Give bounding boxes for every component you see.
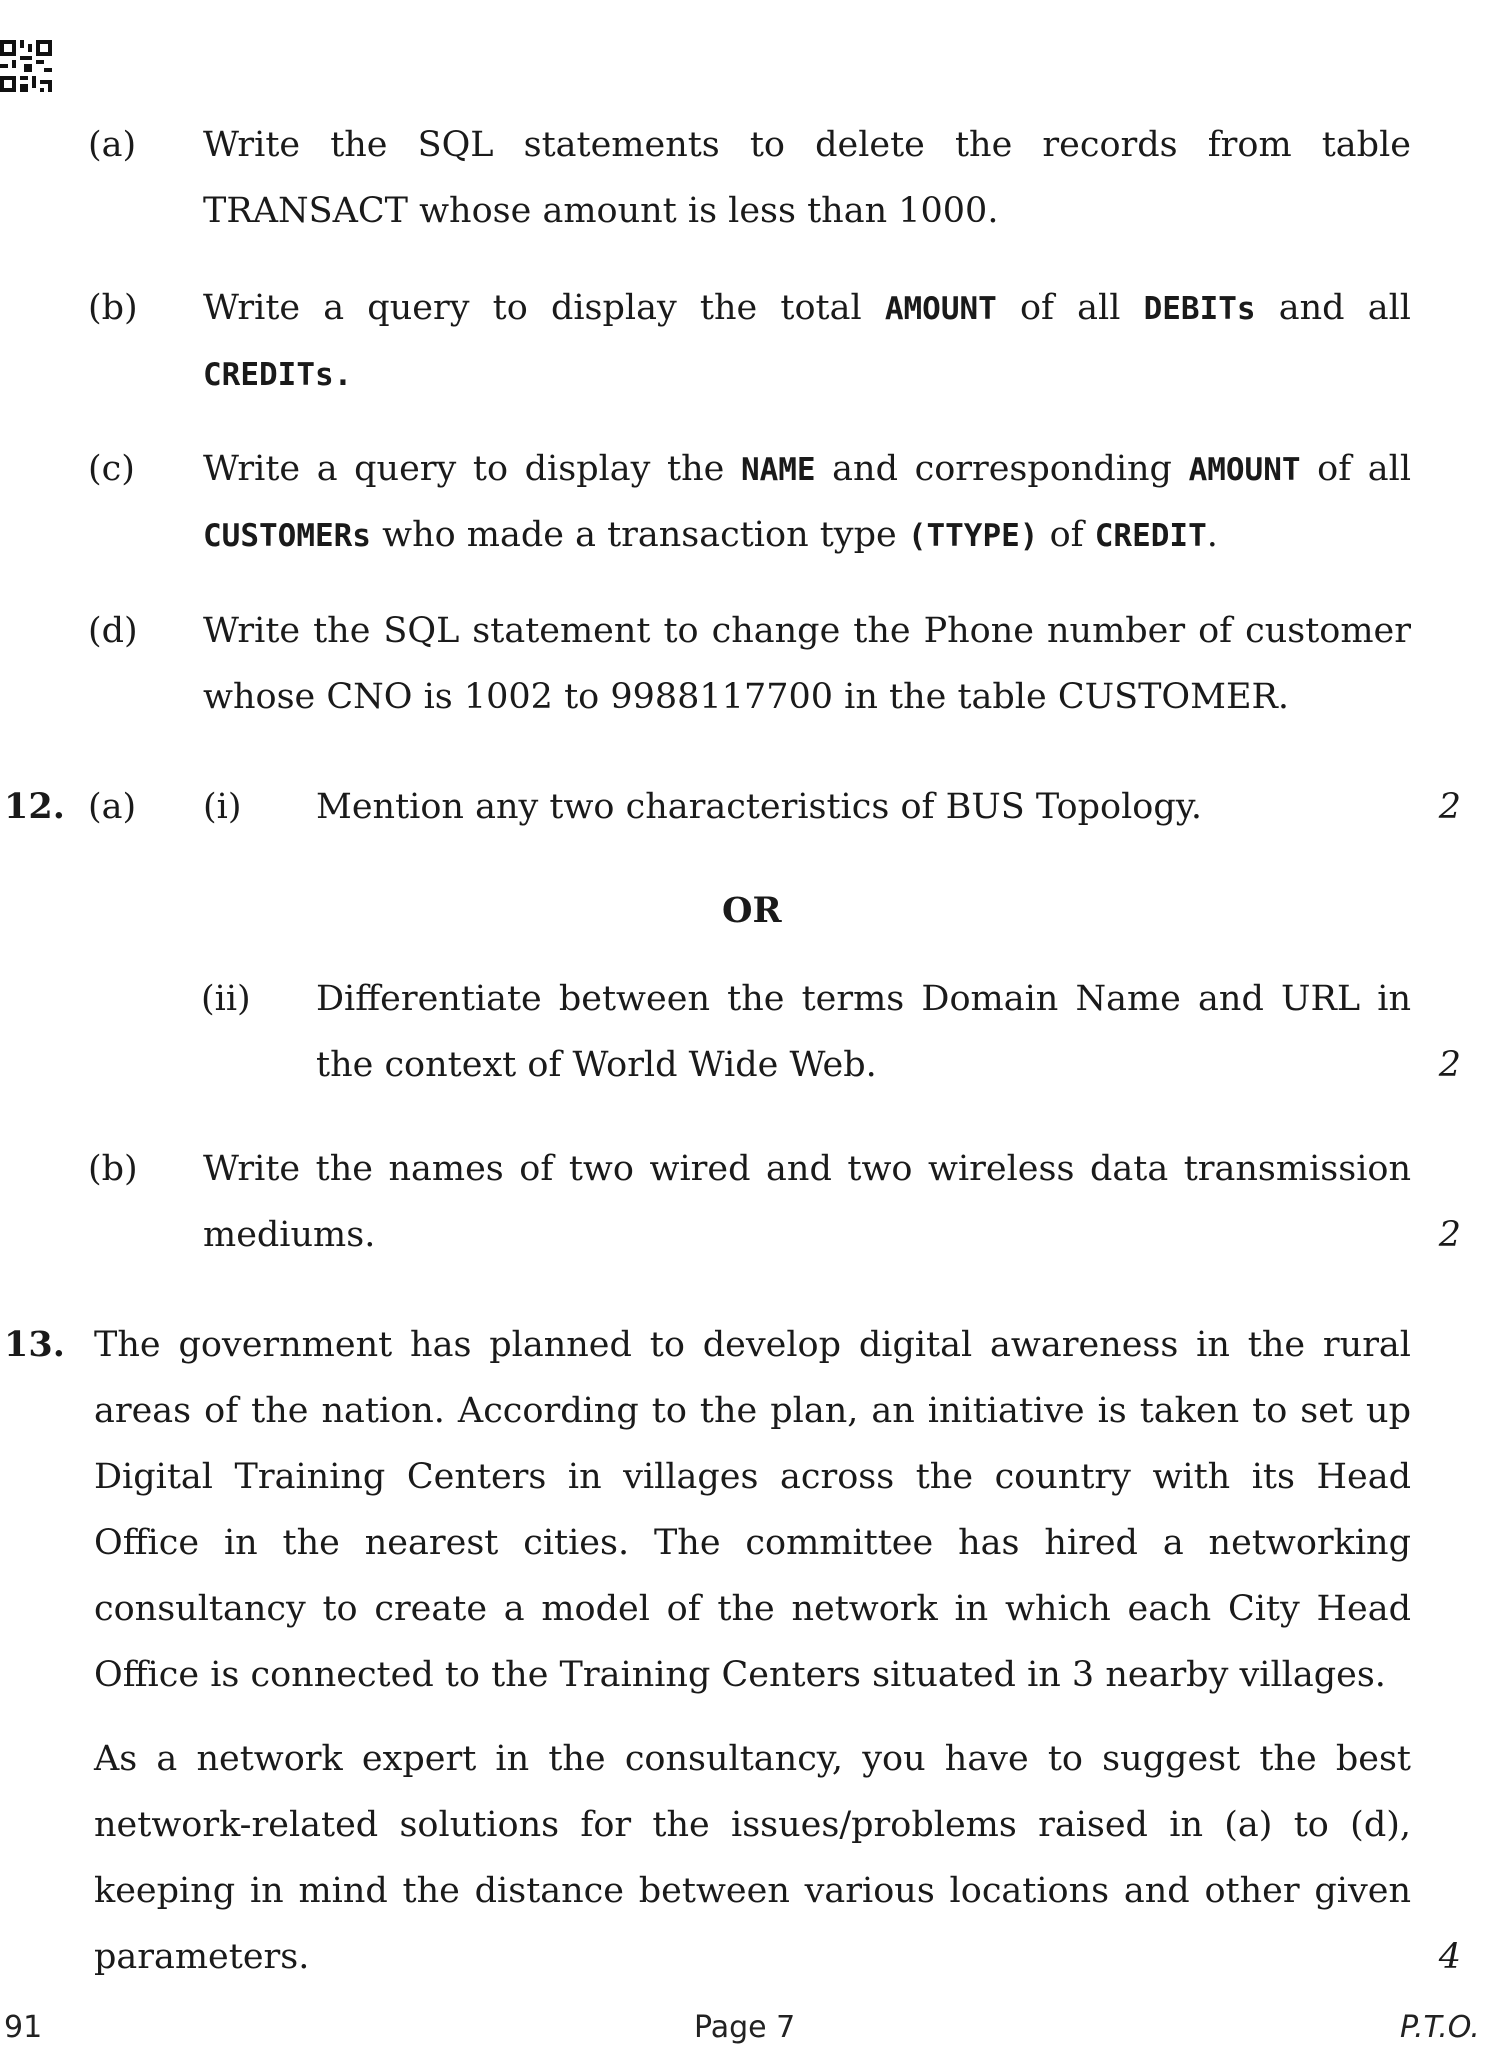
q13-para1-line1: The government has planned to develop digital awareness in the rural	[94, 1325, 1411, 1365]
q13-para1-line5: consultancy to create a model of the network in which each City Head	[94, 1589, 1411, 1629]
q12b-label: (b)	[88, 1149, 138, 1189]
q11c-text-2: and corresponding	[815, 449, 1189, 489]
q11c-text-4: who made a transaction type	[370, 515, 908, 555]
q11b-keyword-credits: CREDITs.	[203, 357, 353, 393]
q11c-keyword-customers: CUSTOMERs	[203, 518, 371, 554]
q11c-label: (c)	[88, 449, 135, 489]
q11a-label: (a)	[88, 125, 137, 165]
q13-number: 13.	[4, 1324, 65, 1365]
q11c-keyword-amount: AMOUNT	[1188, 452, 1301, 488]
q12aii-label: (ii)	[201, 979, 251, 1019]
q12a-label: (a)	[88, 787, 137, 827]
q12b-marks: 2	[1438, 1215, 1461, 1255]
q11d-label: (d)	[88, 611, 138, 651]
q11b-text-2: of all	[996, 288, 1144, 328]
q12b-line1: Write the names of two wired and two wireless data transmission	[203, 1149, 1411, 1189]
q12-number: 12.	[4, 786, 65, 827]
q11b-text-3: and all	[1255, 288, 1411, 328]
q13-marks: 4	[1438, 1937, 1461, 1977]
q13-para1-line4: Office in the nearest cities. The committee has hired a networking	[94, 1523, 1411, 1563]
q11b-keyword-debits: DEBITs	[1143, 291, 1256, 327]
q13-para2-line2: network-related solutions for the issues/problems raised in (a) to (d),	[94, 1805, 1411, 1845]
q11c-keyword-name: NAME	[740, 452, 816, 488]
q11b-line1	[203, 285, 1411, 332]
q11c-keyword-ttype: (TTYPE)	[907, 518, 1039, 554]
q12aii-line2: the context of World Wide Web.	[316, 1045, 877, 1085]
q11a-line2: TRANSACT whose amount is less than 1000.	[203, 191, 999, 231]
qr-code-icon	[0, 40, 52, 92]
q11c-text-1: Write a query to display the	[203, 449, 741, 489]
q11b-label: (b)	[88, 288, 138, 328]
footer-pto: P.T.O.	[1400, 2010, 1480, 2045]
q11b-text-1: Write a query to display the total	[203, 288, 885, 328]
q12aii-marks: 2	[1438, 1045, 1461, 1085]
q12ai-label: (i)	[203, 787, 242, 827]
q12b-line2: mediums.	[203, 1215, 376, 1255]
q13-para1-line6: Office is connected to the Training Centers situated in 3 nearby villages.	[94, 1655, 1386, 1695]
q11a-line1: Write the SQL statements to delete the records from table	[203, 125, 1411, 165]
q11c-text-6: .	[1206, 515, 1218, 555]
q12ai-text: Mention any two characteristics of BUS Topology.	[316, 787, 1203, 827]
q11d-line1: Write the SQL statement to change the Phone number of customer	[203, 611, 1411, 651]
q11c-text-5: of	[1038, 515, 1095, 555]
q13-para1-line2: areas of the nation. According to the plan, an initiative is taken to set up	[94, 1391, 1411, 1431]
q11c-line2	[203, 512, 1218, 559]
q11c-text-3: of all	[1300, 449, 1412, 489]
q11c-line1	[203, 446, 1411, 493]
q12aii-line1: Differentiate between the terms Domain Name and URL in	[316, 979, 1411, 1019]
q11b-keyword-amount: AMOUNT	[884, 291, 997, 327]
q13-para2-line3: keeping in mind the distance between various locations and other given	[94, 1871, 1411, 1911]
q11c-keyword-credit: CREDIT	[1094, 518, 1207, 554]
q13-para2-line4: parameters.	[94, 1937, 310, 1977]
or-separator: OR	[722, 890, 782, 931]
q13-para2-line1: As a network expert in the consultancy, you have to suggest the best	[94, 1739, 1411, 1779]
q11d-line2: whose CNO is 1002 to 9988117700 in the table CUSTOMER.	[203, 677, 1289, 717]
footer-code: 91	[4, 2010, 43, 2045]
footer-page: Page 7	[694, 2010, 796, 2045]
q12ai-marks: 2	[1438, 787, 1461, 827]
q13-para1-line3: Digital Training Centers in villages across the country with its Head	[94, 1457, 1411, 1497]
